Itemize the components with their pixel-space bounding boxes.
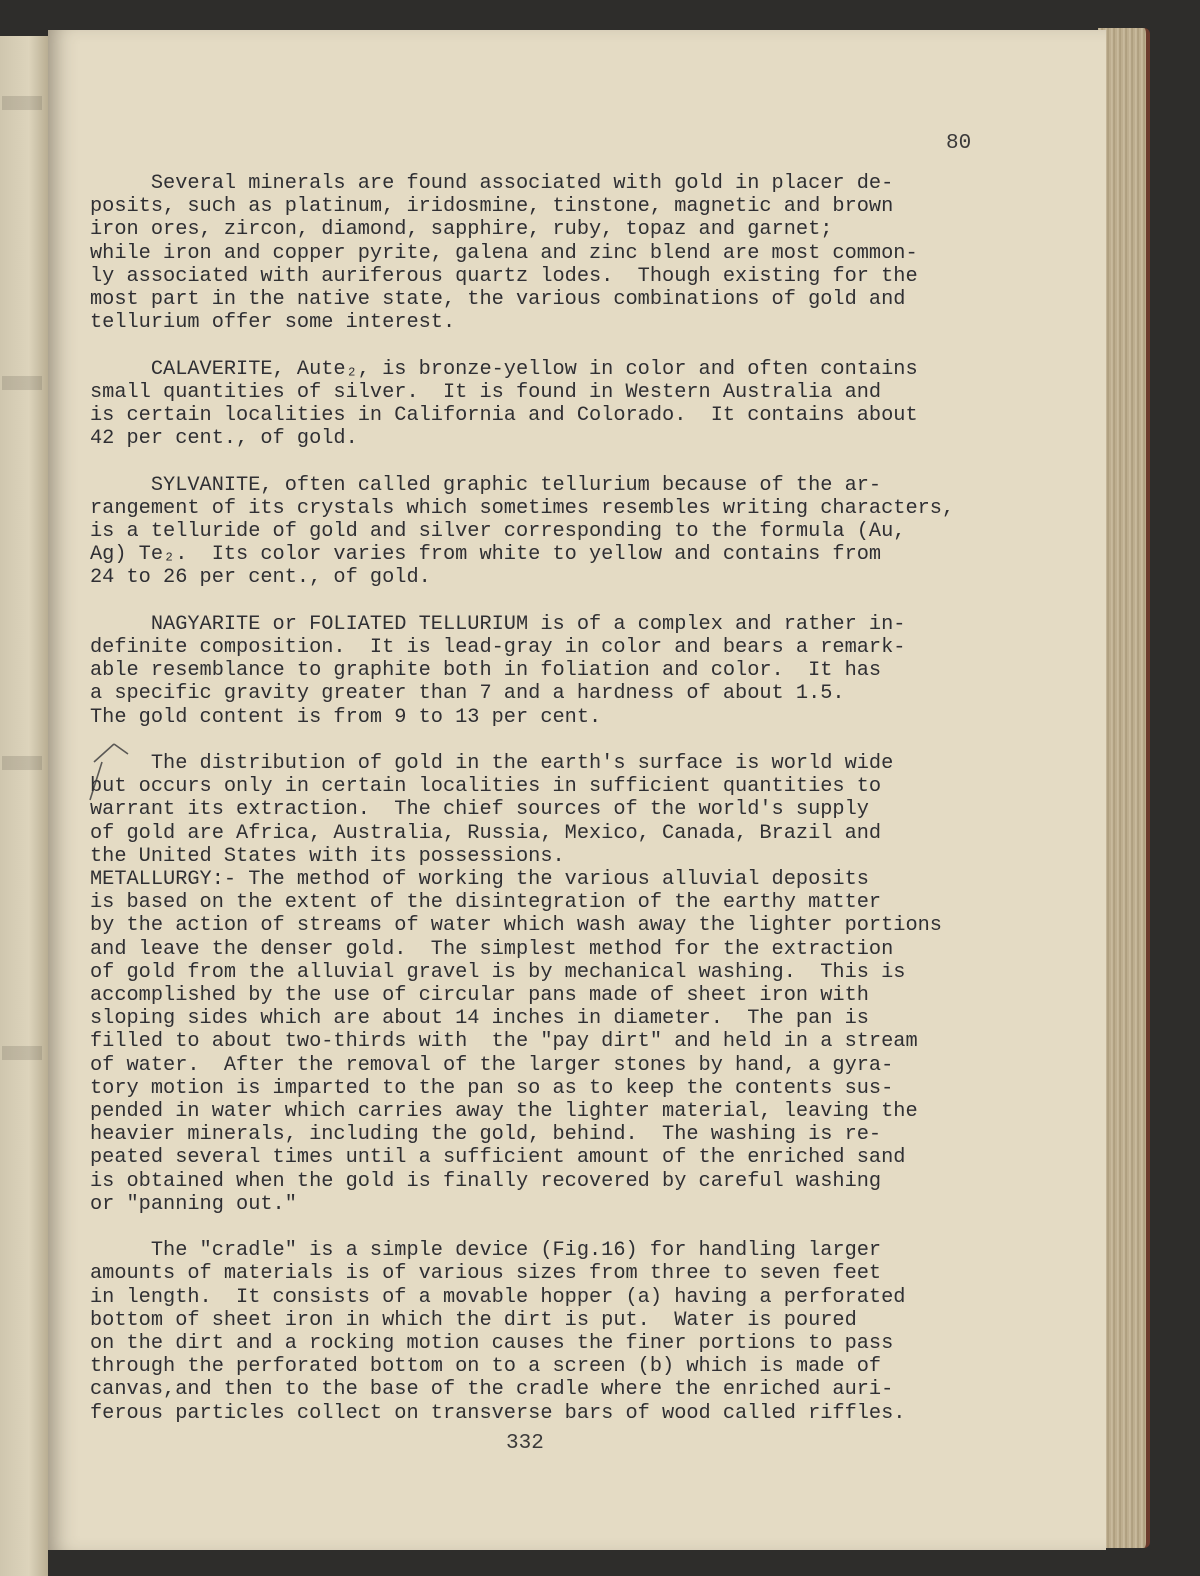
paragraph-gap	[90, 334, 1050, 357]
paragraph	[90, 752, 1050, 1216]
text-line: is a telluride of gold and silver corresponding to the formula (Au,	[90, 520, 906, 544]
text-line: of gold from the alluvial gravel is by mechanical washing. This is	[90, 960, 906, 984]
text-line: warrant its extraction. The chief sources of the world's supply	[90, 798, 869, 822]
text-line: pended in water which carries away the lighter material, leaving the	[90, 1100, 918, 1124]
text-line: The distribution of gold in the earth's surface is world wide	[90, 752, 894, 776]
paragraph	[90, 474, 1050, 590]
text-line: canvas,and then to the base of the cradle where the enriched auri-	[90, 1378, 894, 1402]
paragraph	[90, 613, 1050, 729]
text-line: bottom of sheet iron in which the dirt is put. Water is poured	[90, 1308, 857, 1332]
text-line: in length. It consists of a movable hopper (a) having a perforated	[90, 1285, 906, 1309]
text-line: NAGYARITE or FOLIATED TELLURIUM is of a complex and rather in-	[90, 612, 906, 636]
text-line: heavier minerals, including the gold, behind. The washing is re-	[90, 1123, 882, 1147]
page-body-text	[90, 172, 1050, 1425]
bleed-through-mark	[2, 1046, 42, 1060]
text-line: The gold content is from 9 to 13 per cent.	[90, 705, 602, 729]
page-number-top: 80	[946, 132, 972, 155]
text-line: is certain localities in California and Colorado. It contains about	[90, 404, 918, 428]
text-line: posits, such as platinum, iridosmine, tinstone, magnetic and brown	[90, 195, 894, 219]
text-line: through the perforated bottom on to a screen (b) which is made of	[90, 1355, 882, 1379]
text-line: 24 to 26 per cent., of gold.	[90, 566, 431, 590]
text-line: a specific gravity greater than 7 and a hardness of about 1.5.	[90, 682, 845, 706]
text-line: Ag) Te₂. Its color varies from white to yellow and contains from	[90, 543, 882, 567]
text-line: of water. After the removal of the larger stones by hand, a gyra-	[90, 1053, 894, 1077]
text-line: ferous particles collect on transverse bars of wood called riffles.	[90, 1401, 906, 1425]
text-line: by the action of streams of water which wash away the lighter portions	[90, 914, 942, 938]
text-line: ly associated with auriferous quartz lodes. Though existing for the	[90, 264, 918, 288]
text-line: but occurs only in certain localities in sufficient quantities to	[90, 775, 882, 799]
text-line: tory motion is imparted to the pan so as to keep the contents sus-	[90, 1076, 894, 1100]
text-line: METALLURGY:- The method of working the various alluvial deposits	[90, 868, 869, 892]
text-line: of gold are Africa, Australia, Russia, Mexico, Canada, Brazil and	[90, 821, 882, 845]
text-line: small quantities of silver. It is found in Western Australia and	[90, 380, 882, 404]
text-line: 42 per cent., of gold.	[90, 427, 358, 451]
page-number-bottom: 332	[506, 1432, 544, 1455]
text-line: sloping sides which are about 14 inches in diameter. The pan is	[90, 1007, 869, 1031]
paragraph	[90, 1239, 1050, 1425]
text-line: accomplished by the use of circular pans made of sheet iron with	[90, 984, 869, 1008]
text-line: is obtained when the gold is finally recovered by careful washing	[90, 1169, 882, 1193]
text-line: tellurium offer some interest.	[90, 311, 456, 335]
text-line: CALAVERITE, Aute₂, is bronze-yellow in color and often contains	[90, 357, 918, 381]
bleed-through-mark	[2, 756, 42, 770]
text-line: rangement of its crystals which sometimes resembles writing characters,	[90, 496, 955, 520]
paragraph-gap	[90, 1216, 1050, 1239]
paragraph	[90, 358, 1050, 451]
text-line: amounts of materials is of various sizes from three to seven feet	[90, 1262, 882, 1286]
text-line: able resemblance to graphite both in foliation and color. It has	[90, 659, 882, 683]
left-page-edge	[0, 36, 48, 1576]
text-line: iron ores, zircon, diamond, sapphire, ruby, topaz and garnet;	[90, 218, 833, 242]
text-line: The "cradle" is a simple device (Fig.16) for handling larger	[90, 1239, 882, 1263]
bleed-through-mark	[2, 376, 42, 390]
paragraph-gap	[90, 450, 1050, 473]
text-line: definite composition. It is lead-gray in color and bears a remark-	[90, 636, 906, 660]
text-line: peated several times until a sufficient amount of the enriched sand	[90, 1146, 906, 1170]
bleed-through-mark	[2, 96, 42, 110]
text-line: is based on the extent of the disintegration of the earthy matter	[90, 891, 882, 915]
paragraph	[90, 172, 1050, 334]
paragraph-gap	[90, 590, 1050, 613]
text-line: and leave the denser gold. The simplest method for the extraction	[90, 937, 894, 961]
text-line: or "panning out."	[90, 1192, 297, 1216]
text-line: most part in the native state, the various combinations of gold and	[90, 288, 906, 312]
paragraph-gap	[90, 729, 1050, 752]
text-line: on the dirt and a rocking motion causes the finer portions to pass	[90, 1332, 894, 1356]
text-line: Several minerals are found associated with gold in placer de-	[90, 172, 894, 195]
text-line: filled to about two-thirds with the "pay dirt" and held in a stream	[90, 1030, 918, 1054]
text-line: while iron and copper pyrite, galena and zinc blend are most common-	[90, 241, 918, 265]
text-line: SYLVANITE, often called graphic tellurium because of the ar-	[90, 473, 882, 497]
text-line: the United States with its possessions.	[90, 844, 565, 868]
